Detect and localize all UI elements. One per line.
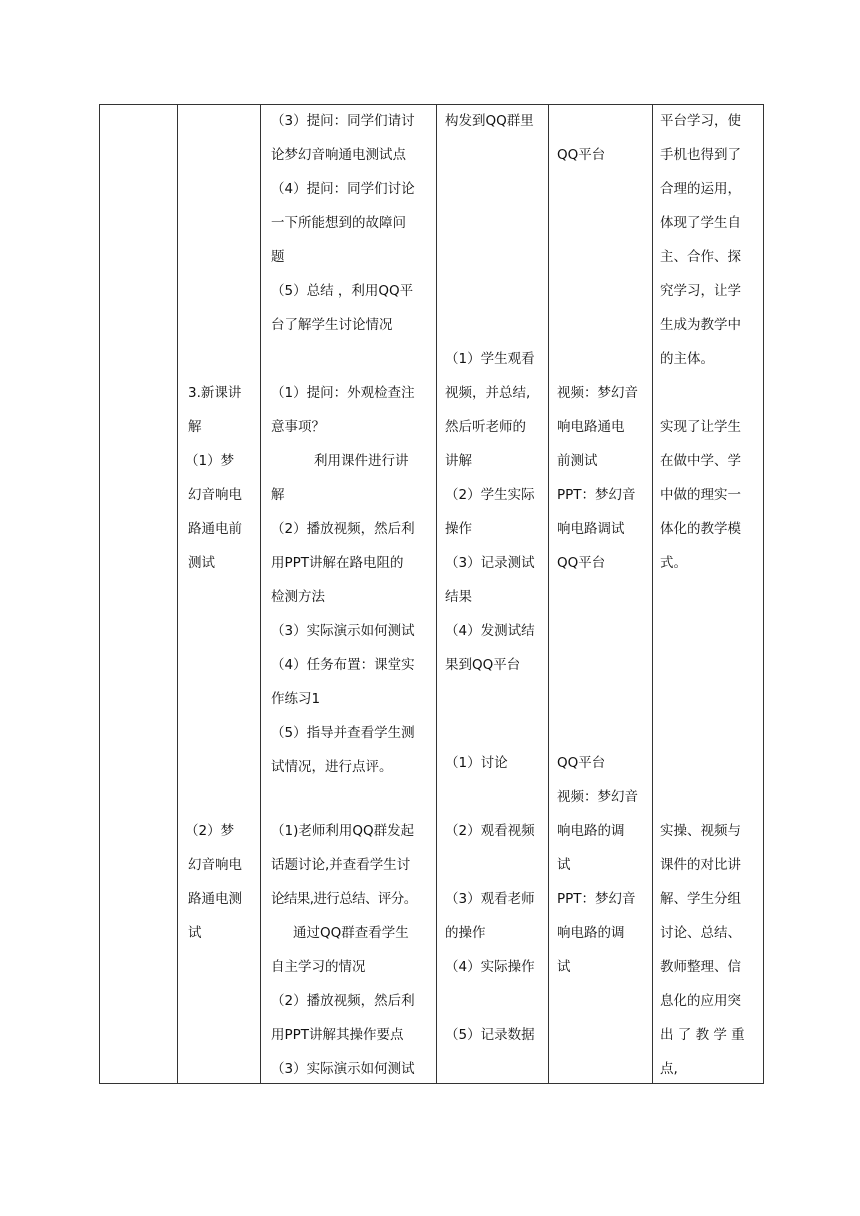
cell-text: 路通电前 bbox=[188, 521, 242, 537]
cell-text: 台了解学生讨论情况 bbox=[271, 317, 393, 333]
cell-text: 作练习1 bbox=[271, 691, 321, 707]
cell-text: 题 bbox=[271, 249, 285, 265]
cell-text: 自主学习的情况 bbox=[271, 959, 366, 975]
cell-text: （3）观看老师 bbox=[445, 891, 535, 907]
cell-text: （2）观看视频 bbox=[445, 823, 535, 839]
cell-text: 通过QQ群查看学生 bbox=[293, 925, 409, 941]
cell-text: 然后听老师的 bbox=[445, 419, 526, 435]
cell-text: 式。 bbox=[660, 555, 687, 571]
cell-text: 构发到QQ群里 bbox=[445, 113, 534, 129]
cell-text: 合理的运用， bbox=[660, 181, 741, 197]
column-divider bbox=[548, 104, 549, 1084]
cell-text: （2）播放视频，然后利 bbox=[271, 521, 415, 537]
cell-text: 体现了学生自 bbox=[660, 215, 741, 231]
cell-text: （1）讨论 bbox=[445, 755, 508, 771]
cell-text: 论梦幻音响通电测试点 bbox=[271, 147, 406, 163]
cell-text: （3）实际演示如何测试 bbox=[271, 1061, 415, 1077]
cell-text: （1）梦 bbox=[185, 453, 235, 469]
cell-text: 解 bbox=[271, 487, 285, 503]
cell-text: 试 bbox=[557, 959, 571, 975]
cell-text: 的主体。 bbox=[660, 351, 714, 367]
column-divider bbox=[652, 104, 653, 1084]
cell-text: （5）记录数据 bbox=[445, 1027, 535, 1043]
cell-text: 响电路的调 bbox=[557, 823, 625, 839]
cell-text: 意事项？ bbox=[271, 419, 325, 435]
cell-text: 息化的应用突 bbox=[660, 993, 741, 1009]
cell-text: （2）梦 bbox=[185, 823, 235, 839]
cell-text: 幻音响电 bbox=[188, 857, 242, 873]
cell-text: 在做中学、学 bbox=[660, 453, 741, 469]
cell-text: （3）实际演示如何测试 bbox=[271, 623, 415, 639]
cell-text: （1）提问：外观检查注 bbox=[271, 385, 415, 401]
cell-text: 视频，并总结, bbox=[445, 385, 531, 401]
cell-text: （3）记录测试 bbox=[445, 555, 535, 571]
cell-text: 讨论、总结、 bbox=[660, 925, 741, 941]
cell-text: 话题讨论,并查看学生讨 bbox=[271, 857, 411, 873]
cell-text: 的操作 bbox=[445, 925, 486, 941]
cell-text: 试情况，进行点评。 bbox=[271, 759, 393, 775]
cell-text: 结果 bbox=[445, 589, 472, 605]
cell-text: 出 了 教 学 重 bbox=[660, 1027, 745, 1043]
cell-text: PPT：梦幻音 bbox=[557, 487, 636, 503]
cell-text: 手机也得到了 bbox=[660, 147, 741, 163]
cell-text: 论结果,进行总结、评分。 bbox=[271, 891, 417, 907]
cell-text: QQ平台 bbox=[557, 755, 606, 771]
cell-text: （2）学生实际 bbox=[445, 487, 535, 503]
cell-text: 实现了让学生 bbox=[660, 419, 741, 435]
cell-text: 体化的教学模 bbox=[660, 521, 741, 537]
cell-text: （4）实际操作 bbox=[445, 959, 535, 975]
cell-text: 教师整理、信 bbox=[660, 959, 741, 975]
cell-text: 主、合作、探 bbox=[660, 249, 741, 265]
cell-text: 用PPT讲解其操作要点 bbox=[271, 1027, 404, 1043]
cell-text: 果到QQ平台 bbox=[445, 657, 521, 673]
cell-text: 检测方法 bbox=[271, 589, 325, 605]
cell-text: 视频：梦幻音 bbox=[557, 789, 638, 805]
cell-text: 试 bbox=[188, 925, 202, 941]
cell-text: 试 bbox=[557, 857, 571, 873]
cell-text: 解 bbox=[188, 419, 202, 435]
cell-text: 路通电测 bbox=[188, 891, 242, 907]
cell-text: 视频：梦幻音 bbox=[557, 385, 638, 401]
cell-text: （3）提问：同学们请讨 bbox=[271, 113, 415, 129]
column-divider bbox=[260, 104, 261, 1084]
cell-text: （1）学生观看 bbox=[445, 351, 535, 367]
cell-text: 中做的理实一 bbox=[660, 487, 741, 503]
cell-text: PPT：梦幻音 bbox=[557, 891, 636, 907]
column-divider bbox=[436, 104, 437, 1084]
cell-text: 操作 bbox=[445, 521, 472, 537]
cell-text: 究学习，让学 bbox=[660, 283, 741, 299]
cell-text: QQ平台 bbox=[557, 147, 606, 163]
cell-text: （2）播放视频，然后利 bbox=[271, 993, 415, 1009]
cell-text: 生成为教学中 bbox=[660, 317, 741, 333]
column-divider bbox=[177, 104, 178, 1084]
cell-text: 幻音响电 bbox=[188, 487, 242, 503]
cell-text: 解、学生分组 bbox=[660, 891, 741, 907]
cell-text: （5）总结 ，利用QQ平 bbox=[271, 283, 414, 299]
cell-text: （4）提问：同学们讨论 bbox=[271, 181, 415, 197]
cell-text: （4）发测试结 bbox=[445, 623, 535, 639]
cell-text: 点, bbox=[660, 1061, 678, 1077]
cell-text: 平台学习，使 bbox=[660, 113, 741, 129]
cell-text: 利用课件进行讲 bbox=[314, 453, 409, 469]
cell-text: （1)老师利用QQ群发起 bbox=[271, 823, 415, 839]
cell-text: 用PPT讲解在路电阻的 bbox=[271, 555, 404, 571]
cell-text: 测试 bbox=[188, 555, 215, 571]
cell-text: （5）指导并查看学生测 bbox=[271, 725, 415, 741]
cell-text: QQ平台 bbox=[557, 555, 606, 571]
cell-text: （4）任务布置：课堂实 bbox=[271, 657, 415, 673]
cell-text: 响电路的调 bbox=[557, 925, 625, 941]
cell-text: 讲解 bbox=[445, 453, 472, 469]
cell-text: 3.新课讲 bbox=[188, 385, 242, 401]
cell-text: 课件的对比讲 bbox=[660, 857, 741, 873]
cell-text: 一下所能想到的故障问 bbox=[271, 215, 406, 231]
cell-text: 响电路调试 bbox=[557, 521, 625, 537]
cell-text: 实操、视频与 bbox=[660, 823, 741, 839]
cell-text: 前测试 bbox=[557, 453, 598, 469]
cell-text: 响电路通电 bbox=[557, 419, 625, 435]
